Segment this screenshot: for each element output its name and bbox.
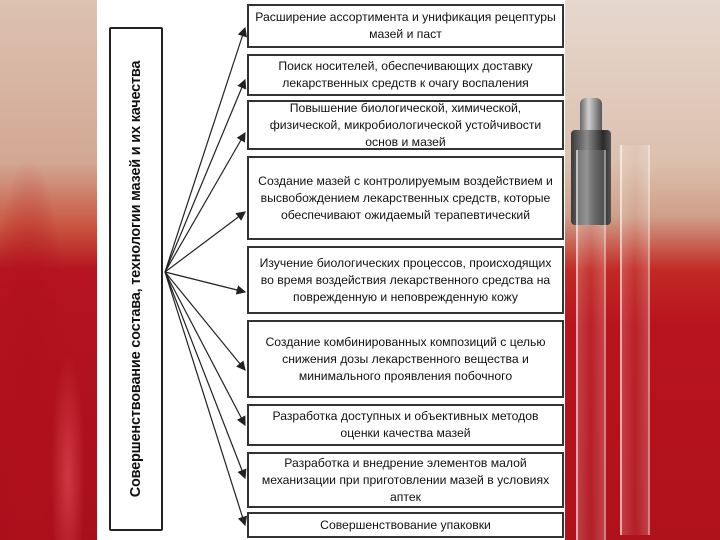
arrow-to-direction-9 xyxy=(165,272,245,525)
direction-text-5: Изучение биологических процессов, происходящих во время воздействия лекарственного средства на поврежденную и неповрежденную кожу xyxy=(259,255,552,304)
arrow-to-direction-1 xyxy=(165,28,245,272)
direction-box-3 xyxy=(247,100,564,150)
direction-box-7 xyxy=(247,404,564,446)
direction-box-4 xyxy=(247,156,564,240)
direction-text-3: Повышение биологической, химической, физической, микробиологической устойчивости основ и мазей xyxy=(269,100,542,149)
direction-text-9: Совершенствование упаковки xyxy=(320,517,491,532)
direction-box-2 xyxy=(247,54,564,96)
arrow-to-direction-2 xyxy=(165,80,245,272)
main-concept-title: Совершенствование состава, технологии мазей и их качества xyxy=(128,60,144,498)
arrow-to-direction-7 xyxy=(165,272,245,425)
direction-text-2: Поиск носителей, обеспечивающих доставку лекарственных средств к очагу воспаления xyxy=(278,59,533,90)
direction-box-8 xyxy=(247,452,564,508)
direction-box-1 xyxy=(247,4,564,48)
arrow-to-direction-3 xyxy=(165,133,245,272)
arrow-to-direction-8 xyxy=(165,272,245,478)
direction-box-9 xyxy=(247,512,564,538)
direction-text-7: Разработка доступных и объективных методов оценки качества мазей xyxy=(272,409,539,440)
direction-text-6: Создание комбинированных композиций с целью снижения дозы лекарственного вещества и минимального проявления побочного xyxy=(265,334,546,383)
direction-box-6 xyxy=(247,320,564,398)
direction-box-5 xyxy=(247,246,564,314)
direction-text-8: Разработка и внедрение элементов малой механизации при приготовлении мазей в условиях аптек xyxy=(261,455,550,504)
direction-text-4: Создание мазей с контролируемым воздействием и высвобождением лекарственных средств, которые обеспечивают ожидаемый терапевтический xyxy=(258,173,553,222)
arrow-to-direction-6 xyxy=(165,272,245,370)
arrow-to-direction-5 xyxy=(165,272,245,292)
direction-text-1: Расширение ассортимента и унификация рецептуры мазей и паст xyxy=(255,10,556,41)
